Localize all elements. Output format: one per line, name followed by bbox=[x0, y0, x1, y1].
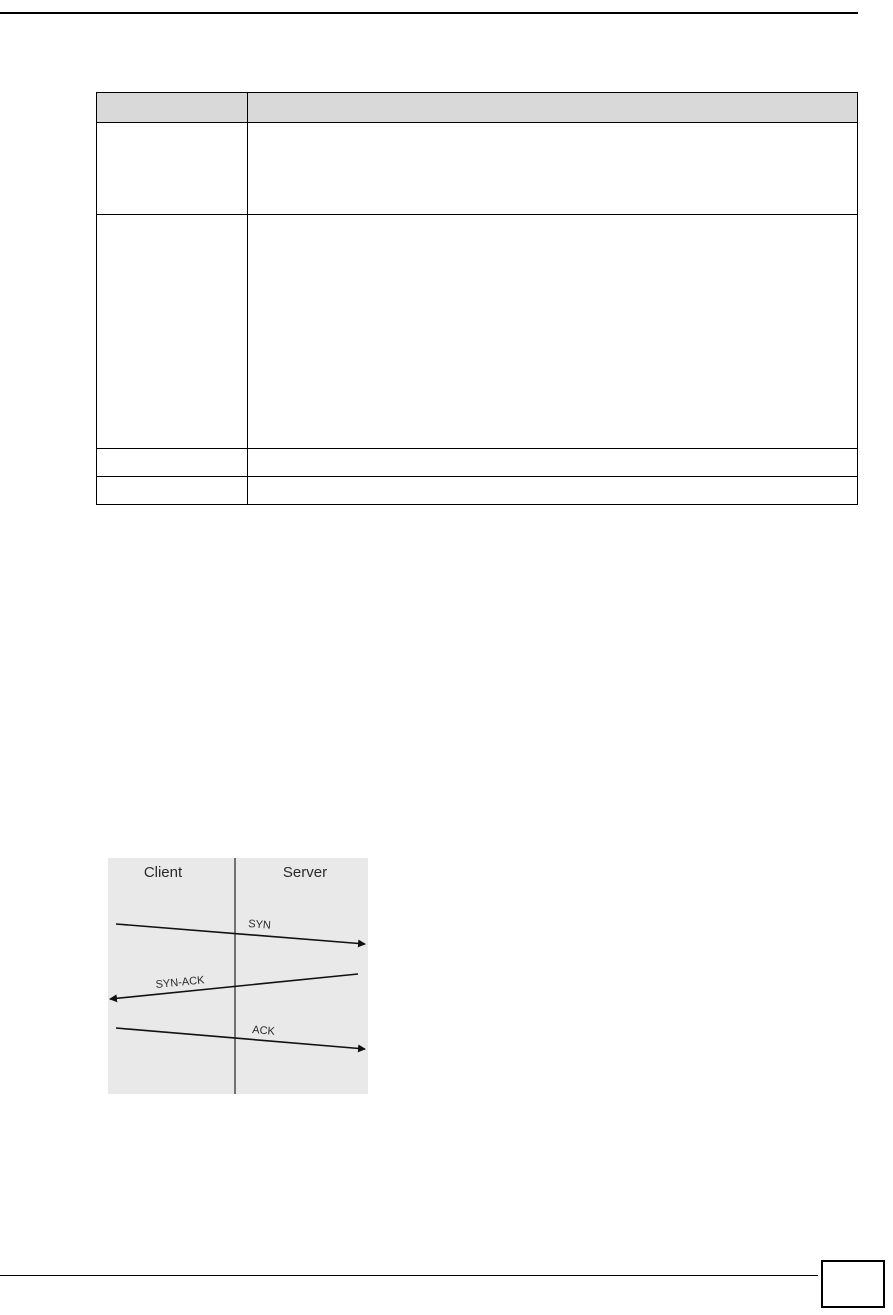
table-row bbox=[97, 476, 858, 504]
table-cell bbox=[97, 123, 248, 215]
table-header-cell bbox=[97, 93, 248, 123]
handshake-svg bbox=[108, 858, 368, 1094]
table-cell bbox=[248, 476, 858, 504]
syn-ack-label: SYN-ACK bbox=[155, 974, 205, 991]
table-header-row bbox=[97, 93, 858, 123]
table-row bbox=[97, 123, 858, 215]
header-rule bbox=[0, 12, 858, 14]
syn-label: SYN bbox=[247, 918, 272, 932]
table-cell bbox=[248, 448, 858, 476]
ack-arrow bbox=[116, 1028, 365, 1049]
tcp-handshake-diagram bbox=[108, 858, 368, 1094]
footer-rule bbox=[0, 1275, 818, 1276]
ack-label: ACK bbox=[251, 1024, 276, 1038]
table-header-cell bbox=[248, 93, 858, 123]
syn-arrow bbox=[116, 924, 365, 944]
table-cell bbox=[97, 214, 248, 448]
table-cell bbox=[97, 476, 248, 504]
table-cell bbox=[97, 448, 248, 476]
table-cell bbox=[248, 123, 858, 215]
syn-ack-arrow bbox=[110, 974, 358, 999]
description-table bbox=[96, 92, 858, 505]
table-row bbox=[97, 214, 858, 448]
table-row bbox=[97, 448, 858, 476]
table-cell bbox=[248, 214, 858, 448]
page-number-box bbox=[821, 1260, 885, 1308]
client-label: Client bbox=[143, 864, 183, 881]
server-label: Server bbox=[282, 864, 328, 881]
